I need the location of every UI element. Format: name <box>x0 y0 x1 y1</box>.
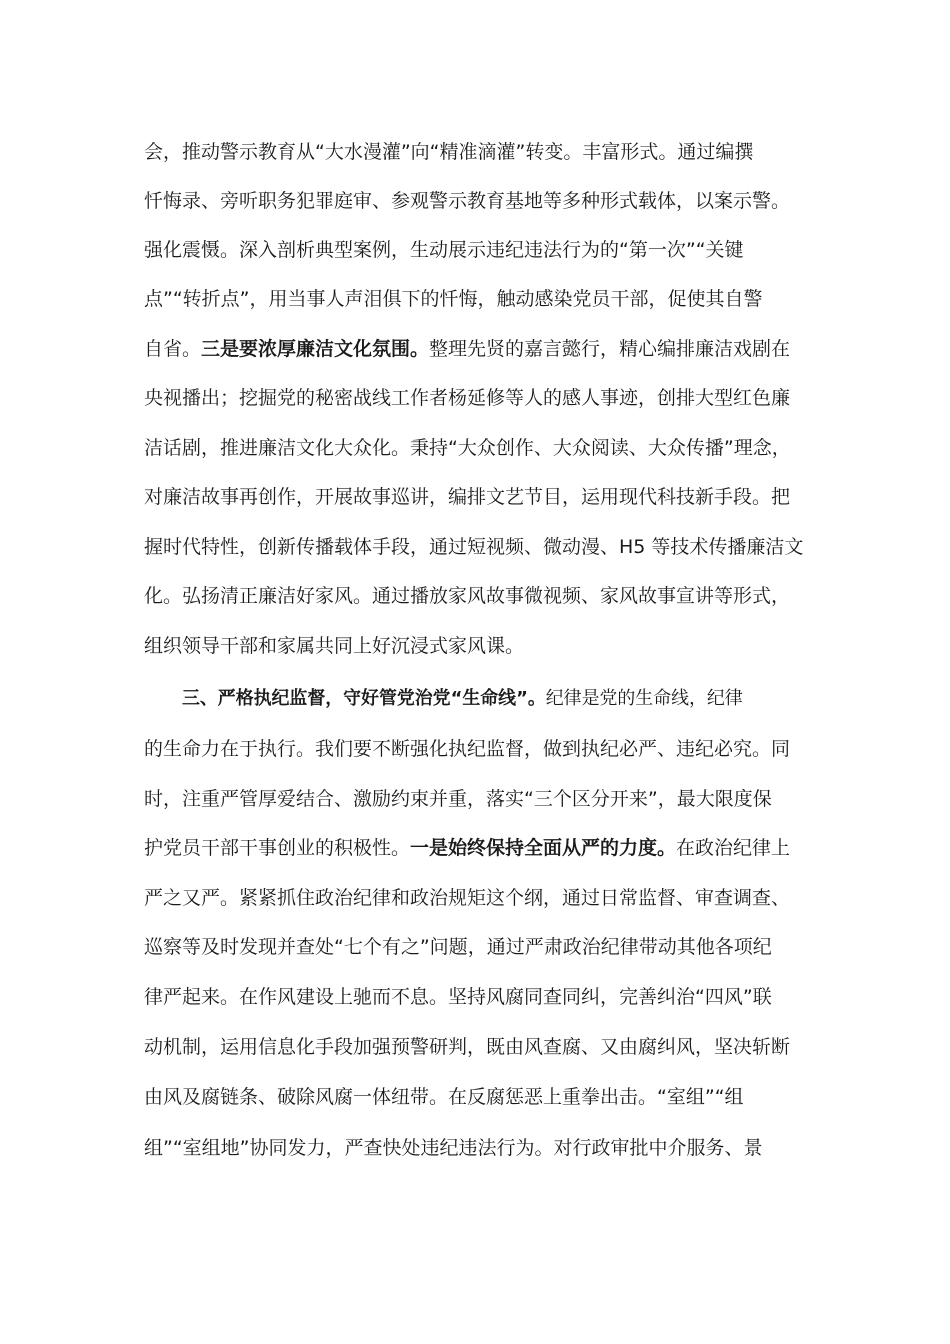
text-line <box>144 631 806 661</box>
text-segment: 严之又严。紧紧抓住政治纪律和政治规矩这个纲，通过日常监督、审查调查、 <box>144 887 791 909</box>
section-heading: 三、严格执纪监督，守好管党治党“生命线”。 <box>182 688 546 709</box>
text-segment: 化。弘扬清正廉洁好家风。通过播放家风故事微视频、家风故事宣讲等形式， <box>144 585 791 607</box>
bold-heading-segment: 一是始终保持全面从严的力度。 <box>410 837 677 859</box>
text-segment: 点”“转折点”，用当事人声泪俱下的忏悔，触动感染党员干部，促使其自警 <box>144 288 763 310</box>
text-segment: 整理先贤的嘉言懿行，精心编排廉洁戏剧在 <box>429 338 791 360</box>
text-line <box>144 383 806 413</box>
text-line <box>144 784 806 814</box>
text-line <box>144 734 806 764</box>
text-line <box>144 532 806 562</box>
text-segment: 巡察等及时发现并查处“七个有之”问题，通过严肃政治纪律带动其他各项纪 <box>144 936 772 958</box>
text-segment: 纪律是党的生命线，纪律 <box>545 688 743 709</box>
text-line <box>144 932 806 962</box>
text-segment: 护党员干部干事创业的积极性。 <box>144 837 411 859</box>
text-line <box>144 1133 806 1163</box>
text-segment: 组织领导干部和家属共同上好沉浸式家风课。 <box>144 635 525 657</box>
text-line <box>144 186 806 216</box>
text-segment: 握时代特性，创新传播载体手段，通过短视频、微动漫、H5 等技术传播廉洁文 <box>144 536 804 558</box>
text-line <box>144 1032 806 1062</box>
text-segment: 组”“室组地”协同发力，严查快处违纪违法行为。对行政审批中介服务、景 <box>144 1137 763 1159</box>
text-line <box>144 982 806 1012</box>
bold-heading-segment: 三是要浓厚廉洁文化氛围。 <box>201 338 430 360</box>
text-segment: 在政治纪律上 <box>676 837 791 859</box>
text-line <box>144 1082 806 1112</box>
text-line <box>144 334 806 364</box>
text-line <box>144 482 806 512</box>
text-segment: 动机制，运用信息化手段加强预警研判，既由风查腐、又由腐纠风，坚决斩断 <box>144 1036 791 1058</box>
text-segment: 央视播出；挖掘党的秘密战线工作者杨延修等人的感人事迹，创排大型红色廉 <box>144 387 791 409</box>
text-segment: 洁话剧，推进廉洁文化大众化。秉持“大众创作、大众阅读、大众传播”理念， <box>144 437 791 459</box>
text-line <box>182 684 844 714</box>
text-line <box>144 284 806 314</box>
text-segment: 对廉洁故事再创作，开展故事巡讲，编排文艺节目，运用现代科技新手段。把 <box>144 486 791 508</box>
text-segment: 律严起来。在作风建设上驰而不息。坚持风腐同查同纠，完善纠治“四风”联 <box>144 986 772 1008</box>
text-line <box>144 833 806 863</box>
text-line <box>144 235 806 265</box>
text-segment: 时，注重严管厚爱结合、激励约束并重，落实“三个区分开来”，最大限度保 <box>144 788 772 810</box>
text-line <box>144 433 806 463</box>
text-line <box>144 137 806 167</box>
text-line <box>144 581 806 611</box>
text-segment: 会，推动警示教育从“大水漫灌”向“精准滴灌”转变。丰富形式。通过编撰 <box>144 141 754 163</box>
text-segment: 强化震慑。深入剖析典型案例，生动展示违纪违法行为的“第一次”“关键 <box>144 239 744 261</box>
text-segment: 的生命力在于执行。我们要不断强化执纪监督，做到执纪必严、违纪必究。同 <box>144 738 791 760</box>
text-segment: 自省。 <box>144 338 202 360</box>
text-line <box>144 883 806 913</box>
text-segment: 忏悔录、旁听职务犯罪庭审、参观警示教育基地等多种形式载体，以案示警。 <box>144 190 791 212</box>
text-segment: 由风及腐链条、破除风腐一体纽带。在反腐惩恶上重拳出击。“室组”“组 <box>144 1086 744 1108</box>
